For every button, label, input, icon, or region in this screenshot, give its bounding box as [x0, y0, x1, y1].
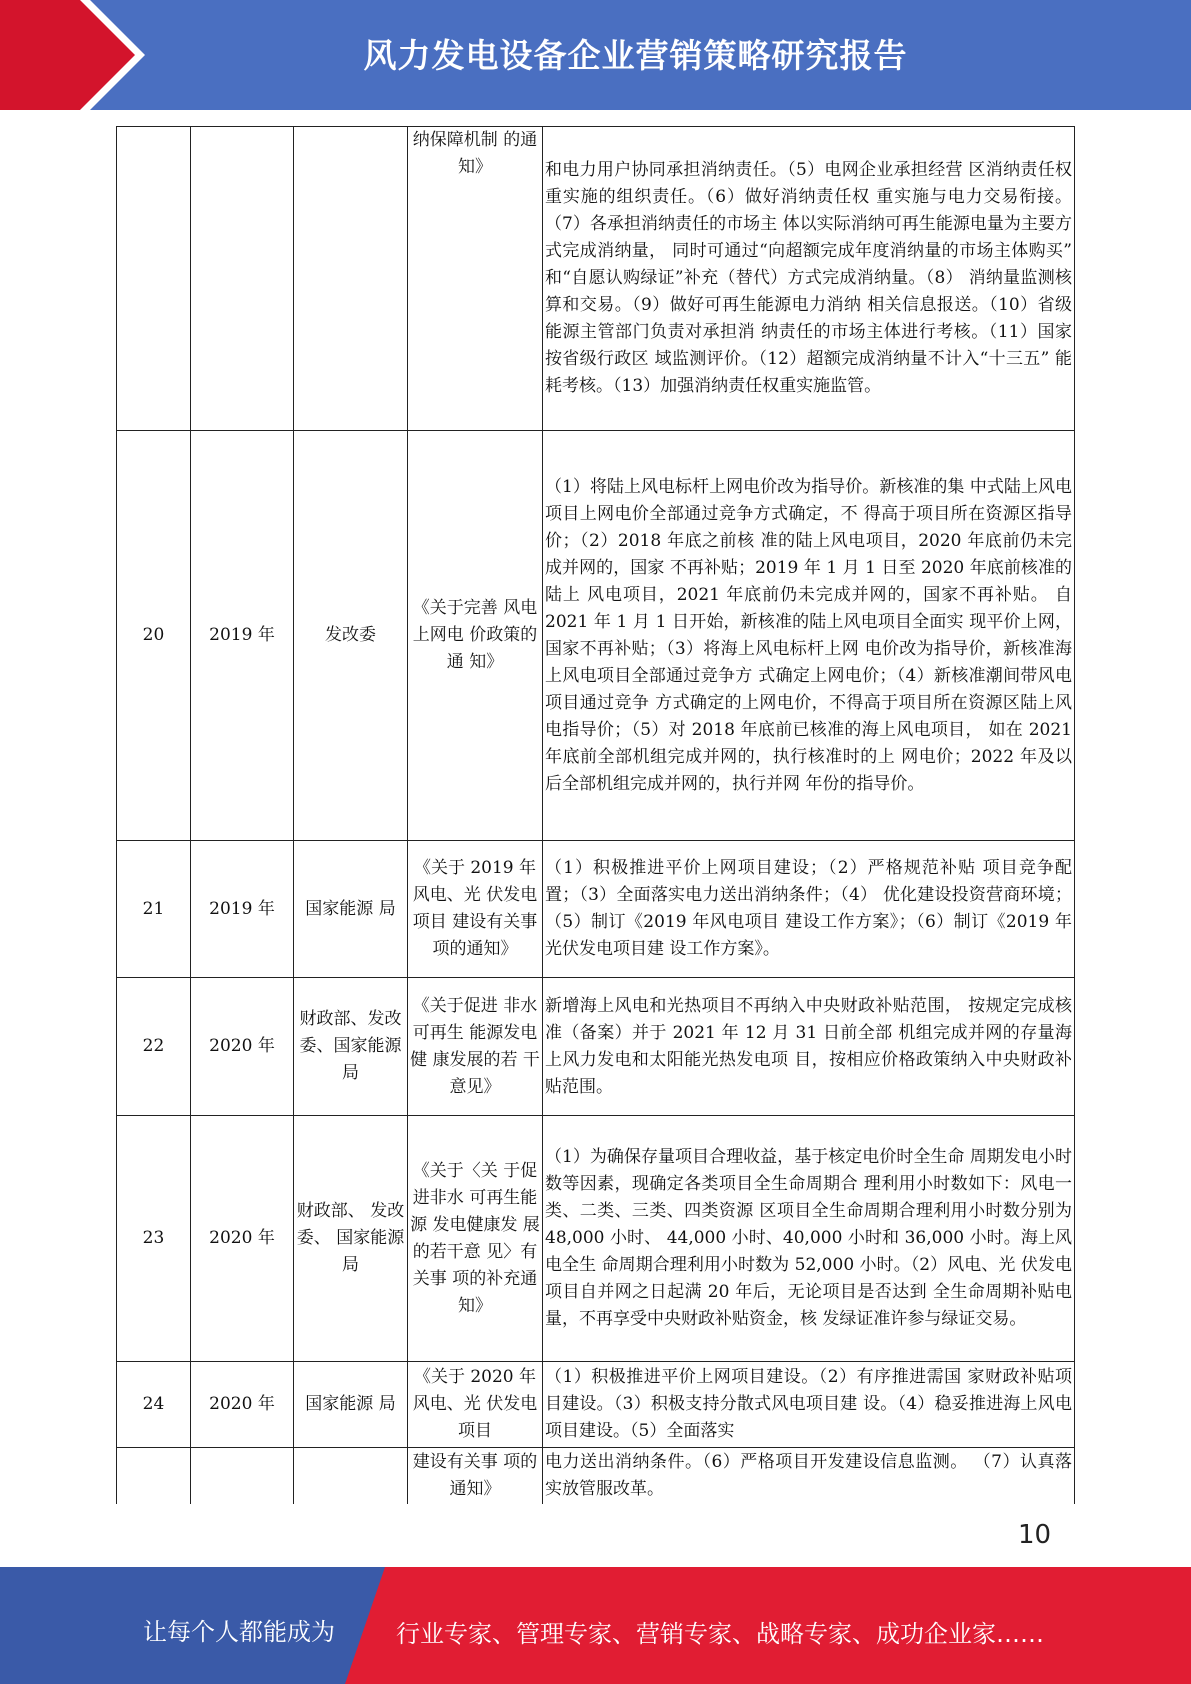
- row-number: 21: [117, 841, 191, 978]
- row-org: [294, 127, 408, 431]
- row-year: 2020 年: [191, 1116, 294, 1362]
- table-row: [117, 841, 1075, 978]
- row-policy-content: 电力送出消纳条件。（6）严格项目开发建设信息监测。 （7）认真落实放管服改革。: [543, 1448, 1075, 1504]
- row-policy-title: 《关于 2019 年风电、光 伏发电项目 建设有关事 项的通知》: [408, 841, 543, 978]
- table-row: [117, 978, 1075, 1116]
- row-year: 2020 年: [191, 978, 294, 1116]
- row-policy-content: 和电力用户协同承担消纳责任。（5）电网企业承担经营 区消纳责任权重实施的组织责任。（6）做好消纳责任权 重实施与电力交易衔接。（7）各承担消纳责任的市场主 体以实际消纳可再生能源电量为主要方式完成消纳量， 同时可通过“向超额完成年度消纳量的市场主体购买” 和“自愿认购绿证”补充（替代）方式完成消纳量。（8） 消纳量监测核算和交易。（9）做好可再生能源电力消纳 相关信息报送。（10）省级能源主管部门负责对承担消 纳责任的市场主体进行考核。（11）国家按省级行政区 域监测评价。（12）超额完成消纳量不计入“十三五” 能耗考核。（13）加强消纳责任权重实施监管。: [543, 127, 1075, 431]
- policy-table: [116, 126, 1075, 1504]
- row-policy-content: （1）为确保存量项目合理收益，基于核定电价时全生命 周期发电小时数等因素，现确定各类项目全生命周期合 理利用小时数如下：风电一类、二类、三类、四类资源 区项目全生命周期合理利用小时数分别为 48,000 小时、 44,000 小时、40,000 小时和 36,000 小时。海上风电全生 命周期合理利用小时数为 52,000 小时。（2）风电、光 伏发电项目自并网之日起满 20 年后，无论项目是否达到 全生命周期补贴电量，不再享受中央财政补贴资金，核 发绿证准许参与绿证交易。: [543, 1116, 1075, 1362]
- table-row: [117, 1362, 1075, 1448]
- row-year: [191, 1448, 294, 1504]
- row-year: [191, 127, 294, 431]
- row-policy-content: （1）积极推进平价上网项目建设；（2）严格规范补贴 项目竞争配置；（3）全面落实电力送出消纳条件；（4） 优化建设投资营商环境；（5）制订《2019 年风电项目 建设工作方案》；（6）制订《2019 年光伏发电项目建 设工作方案》。: [543, 841, 1075, 978]
- row-number: [117, 127, 191, 431]
- row-policy-title: 《关于〈关 于促进非水 可再生能源 发电健康发 展的若干意 见〉有关事 项的补充通 知》: [408, 1116, 543, 1362]
- footer-slogan-right: 行业专家、管理专家、营销专家、战略专家、成功企业家……: [396, 1620, 1044, 1648]
- row-org: [294, 1448, 408, 1504]
- table-row: [117, 431, 1075, 841]
- row-policy-title: 纳保障机制 的通知》: [408, 127, 543, 431]
- header-title: 风力发电设备企业营销策略研究报告: [363, 36, 908, 75]
- row-number: 20: [117, 431, 191, 841]
- row-year: 2020 年: [191, 1362, 294, 1448]
- row-org: 财政部、发改委、国家能源局: [294, 978, 408, 1116]
- row-org: 财政部、 发改委、 国家能源 局: [294, 1116, 408, 1362]
- row-policy-title: 建设有关事 项的通知》: [408, 1448, 543, 1504]
- row-policy-title: 《关于完善 风电上网电 价政策的通 知》: [408, 431, 543, 841]
- row-org: 发改委: [294, 431, 408, 841]
- row-org: 国家能源 局: [294, 841, 408, 978]
- table-row: [117, 127, 1075, 431]
- table-row: [117, 1448, 1075, 1504]
- row-policy-title: 《关于促进 非水可再生 能源发电健 康发展的若 干意见》: [408, 978, 543, 1116]
- row-number: 24: [117, 1362, 191, 1448]
- row-number: 23: [117, 1116, 191, 1362]
- table-row: [117, 1116, 1075, 1362]
- row-year: 2019 年: [191, 841, 294, 978]
- row-policy-content: （1）将陆上风电标杆上网电价改为指导价。新核准的集 中式陆上风电项目上网电价全部通过竞争方式确定，不 得高于项目所在资源区指导价；（2）2018 年底之前核 准的陆上风电项目，2020 年底前仍未完成并网的，国家 不再补贴；2019 年 1 月 1 日至 2020 年底前核准的陆上 风电项目，2021 年底前仍未完成并网的，国家不再补贴。 自 2021 年 1 月 1 日开始，新核准的陆上风电项目全面实 现平价上网，国家不再补贴；（3）将海上风电标杆上网 电价改为指导价，新核准海上风电项目全部通过竞争方 式确定上网电价；（4）新核准潮间带风电项目通过竞争 方式确定的上网电价，不得高于项目所在资源区陆上风 电指导价；（5）对 2018 年底前已核准的海上风电项目， 如在 2021 年底前全部机组完成并网的，执行核准时的上 网电价；2022 年及以后全部机组完成并网的，执行并网 年份的指导价。: [543, 431, 1075, 841]
- page-header: [0, 0, 1191, 110]
- row-number: [117, 1448, 191, 1504]
- row-policy-content: 新增海上风电和光热项目不再纳入中央财政补贴范围， 按规定完成核准（备案）并于 2021 年 12 月 31 日前全部 机组完成并网的存量海上风力发电和太阳能光热发电项 目，按相应价格政策纳入中央财政补贴范围。: [543, 978, 1075, 1116]
- row-org: 国家能源 局: [294, 1362, 408, 1448]
- footer-slogan-left: 让每个人都能成为: [143, 1618, 335, 1646]
- row-year: 2019 年: [191, 431, 294, 841]
- row-policy-content: （1）积极推进平价上网项目建设。（2）有序推进需国 家财政补贴项目建设。（3）积极支持分散式风电项目建 设。（4）稳妥推进海上风电项目建设。（5）全面落实: [543, 1362, 1075, 1448]
- row-policy-title: 《关于 2020 年风电、光 伏发电项目: [408, 1362, 543, 1448]
- row-number: 22: [117, 978, 191, 1116]
- page-number: 10: [1018, 1520, 1052, 1550]
